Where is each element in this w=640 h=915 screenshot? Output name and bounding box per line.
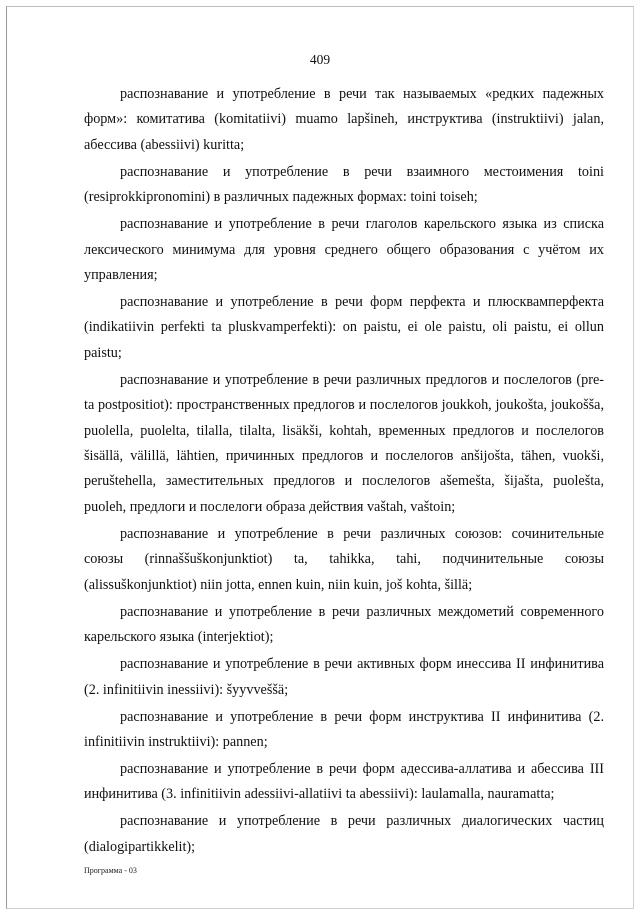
paragraph-reciprocal-pronoun: распознавание и употребление в речи взаимного местоимения toini (resiprokkipronomini) в различных падежных формах: toini toiseh; <box>84 163 604 206</box>
paragraph-perfect-forms: распознавание и употребление в речи форм перфекта и плюсквамперфекта (indikatiivin perfekti ta pluskvamperfekti): on paistu, ei ole paistu, oli paistu, ei ollun paistu; <box>84 294 604 361</box>
paragraph-adessive-abessive: распознавание и употребление в речи форм адессива-аллатива и абессива III инфинитива (3. infinitiivin adessiivi-allatiivi ta abessiivi): laulamalla, nauramatta; <box>84 760 604 803</box>
page-number: 409 <box>309 52 331 67</box>
paragraph-inessive-infinitive: распознавание и употребление в речи активных форм инессива II инфинитива (2. infinitiivin inessiivi): šyyvveššä; <box>84 656 604 698</box>
paragraph-instructive-infinitive: распознавание и употребление в речи форм инструктива II инфинитива (2. infinitiivin instruktiivi): pannen; <box>84 708 604 750</box>
footer-program-label: Программа - 03 <box>84 866 137 875</box>
paragraph-conjunctions: распознавание и употребление в речи различных союзов: сочинительные союзы (rinnaššuškonjunktiot) ta, tahikka, tahi, подчинительные союзы (alissuškonjunktiot) niin jotta, ennen kuin, niin kuin, još kohta, šillä; <box>84 525 604 593</box>
paragraph-verbs: распознавание и употребление в речи глаголов карельского языка из списка лексического минимума для уровня среднего общего образования с учётом их управления; <box>84 216 604 284</box>
paragraph-dialogue-particles: распознавание и употребление в речи различных диалогических частиц (dialogipartikkelit); <box>84 813 604 855</box>
document-body <box>84 82 604 862</box>
paragraph-rare-cases: распознавание и употребление в речи так называемых «редких падежных форм»: комитатива (komitatiivi) muamo lapšineh, инструктива (instruktiivi) jalan, абессива (abessiivi) kuritta; <box>84 86 604 153</box>
paragraph-interjections: распознавание и употребление в речи различных междометий современного карельского языка (interjektiot); <box>84 603 604 646</box>
paragraph-prepositions: распознавание и употребление в речи различных предлогов и послелогов (pre- ta postpositiot): пространственных предлогов и послелогов joukkoh, joukošta, joukošša, puolella, puolelta, tilalla, tilalta, lisäkši, kohtah, временных предлогов и послелогов šisällä, välillä, lähtien, причинных предлогов и послелогов anšijošta, tähen, vuokši, peruštehella, заместительных предлогов и послелогов ašemešta, šijašta, puolešta, puoleh, предлоги и послелоги образа действия vaštah, vaštoin; <box>84 371 604 515</box>
